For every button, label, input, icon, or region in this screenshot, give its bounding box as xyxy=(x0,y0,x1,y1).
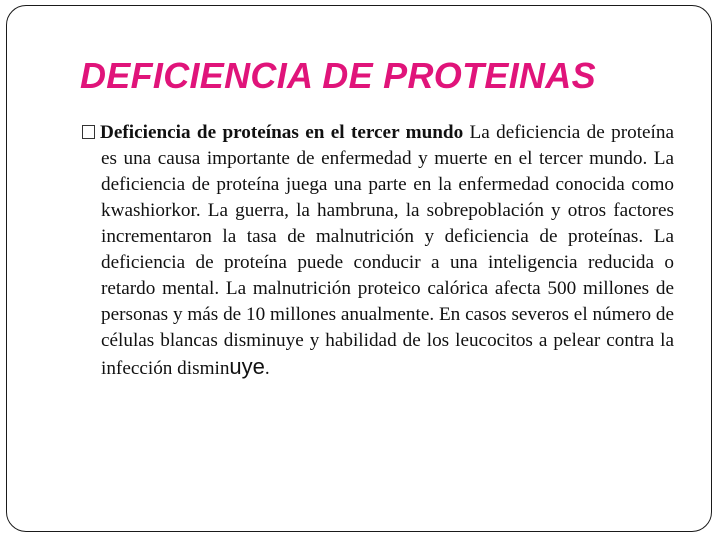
bullet-heading: Deficiencia de proteínas en el tercer mundo xyxy=(100,122,464,143)
bullet-paragraph xyxy=(82,120,674,382)
square-bullet-icon xyxy=(82,125,95,139)
slide-body xyxy=(82,120,674,382)
bullet-text-tail: uye xyxy=(229,354,265,379)
bullet-text: La deficiencia de proteína es una causa importante de enfermedad y muerte en el tercer mundo. La deficiencia de proteína juega una parte en la enfermedad conocida como kwashiorkor. La guerra, la hambruna, la sobrepoblación y otros factores incrementaron la tasa de malnutrición y deficiencia de proteínas. La deficiencia de proteína puede conducir a una inteligencia reducida o retardo mental. La malnutrición proteico calórica afecta 500 millones de personas y más de 10 millones anualmente. En casos severos el número de células blancas disminuye y habilidad de los leucocitos a pelear contra la infección dismin xyxy=(101,122,674,379)
bullet-text-end: . xyxy=(264,358,270,379)
slide-title: DEFICIENCIA DE PROTEINAS xyxy=(80,55,596,96)
